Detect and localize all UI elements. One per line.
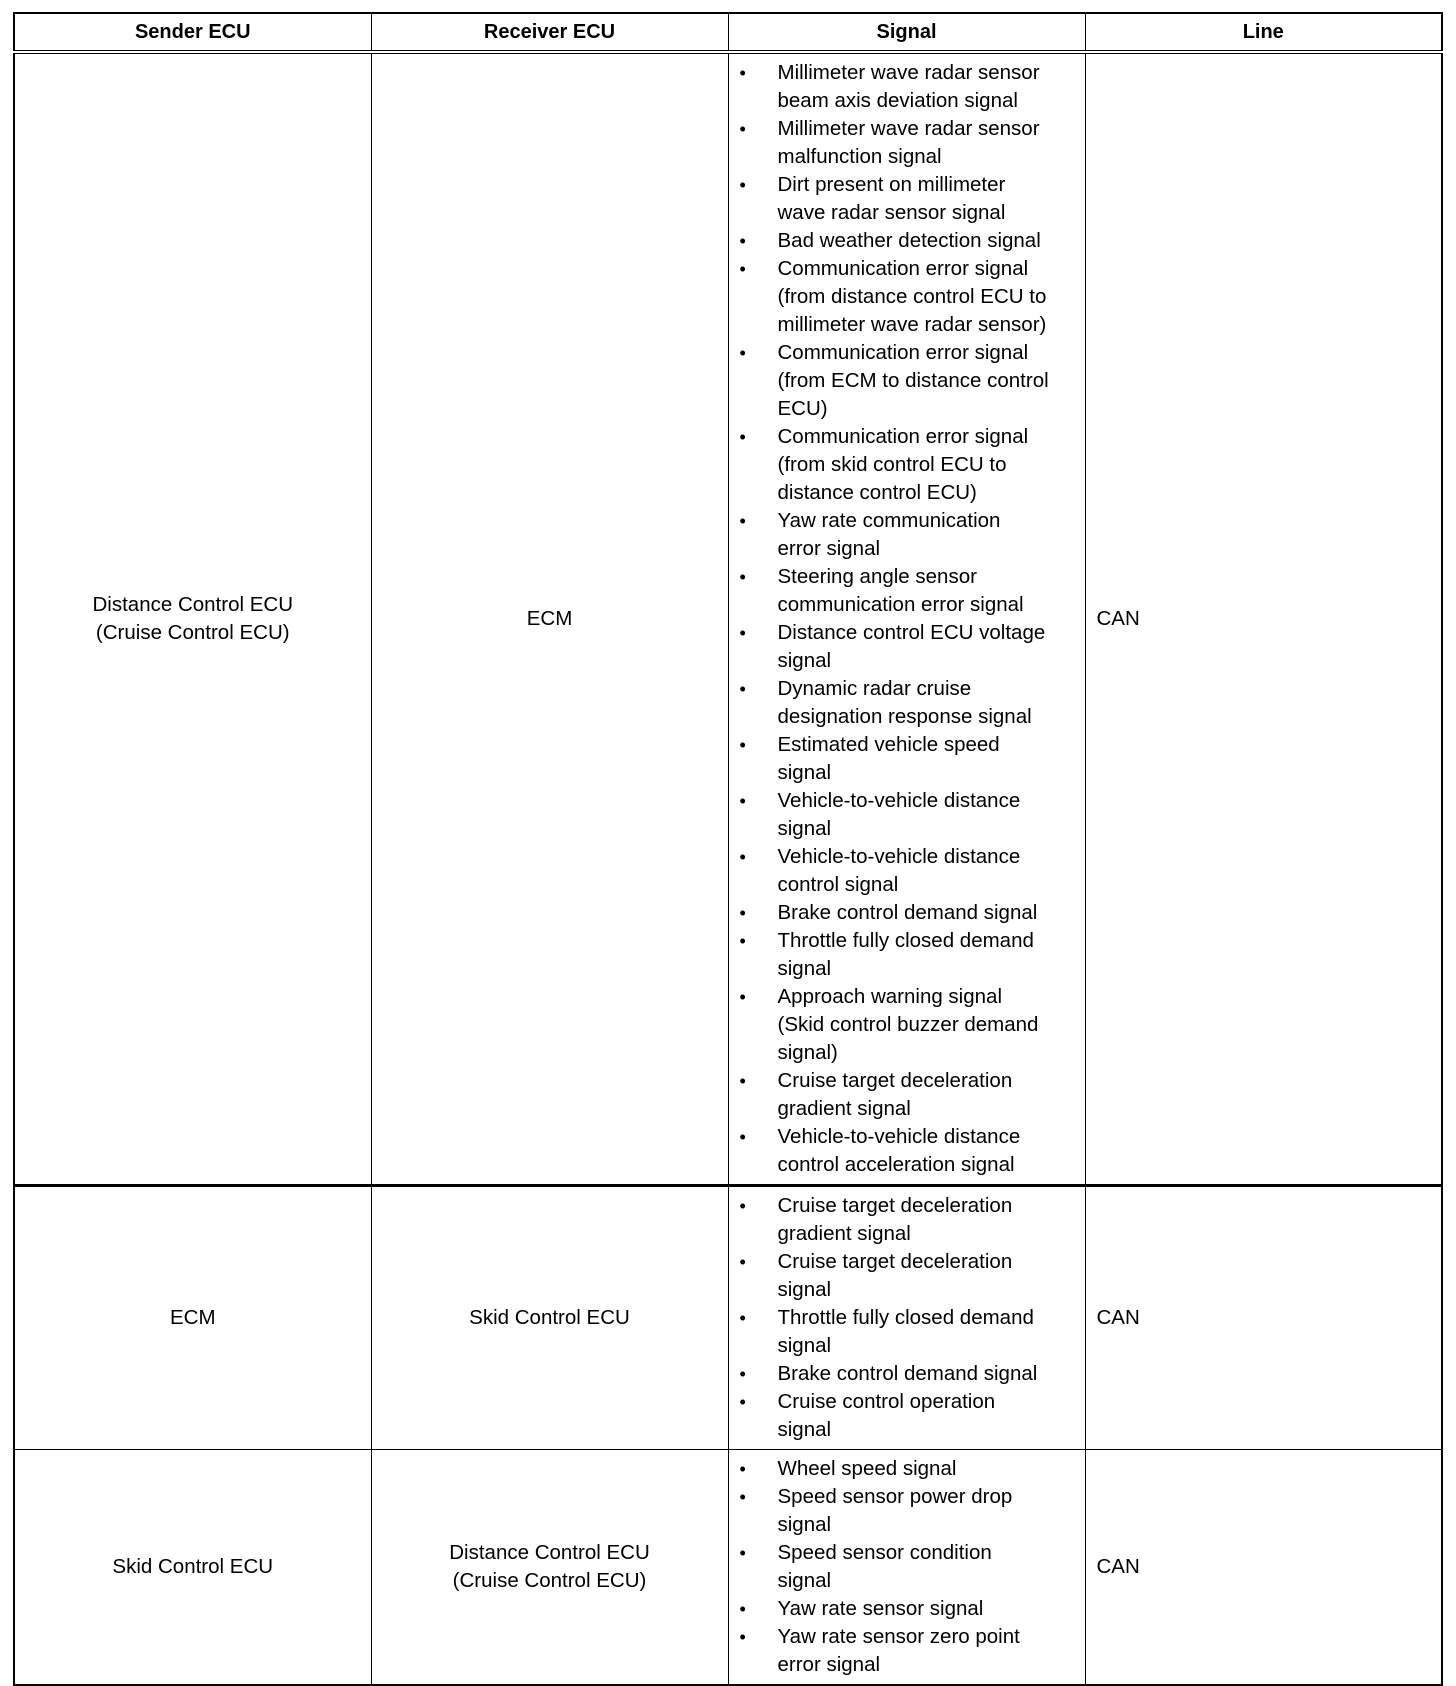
signal-list bbox=[739, 1192, 1077, 1444]
signal-item bbox=[739, 59, 1077, 115]
signal-text-line: Yaw rate sensor zero point bbox=[777, 1625, 1020, 1648]
bullet-icon: • bbox=[739, 1543, 746, 1563]
signal-text-line: Vehicle-to-vehicle distance bbox=[777, 1125, 1021, 1148]
signal-item bbox=[739, 1539, 1077, 1595]
signal-text-line: ECU) bbox=[777, 397, 828, 420]
signal-text-line: Communication error signal bbox=[777, 425, 1029, 448]
signal-text bbox=[778, 1595, 1077, 1623]
signal-item bbox=[739, 423, 1077, 507]
signal-text-line: Vehicle-to-vehicle distance bbox=[777, 845, 1021, 868]
signal-item bbox=[739, 171, 1077, 227]
signal-item bbox=[739, 1304, 1077, 1360]
bullet-icon: • bbox=[739, 1252, 746, 1272]
sender-ecu-cell-text: ECM bbox=[169, 1306, 216, 1329]
receiver-ecu-cell-text: ECM bbox=[526, 607, 573, 630]
signal-item bbox=[739, 899, 1077, 927]
signal-text bbox=[778, 1388, 1077, 1444]
signal-text bbox=[778, 563, 1077, 619]
signal-text-line: wave radar sensor signal bbox=[777, 201, 1006, 224]
bullet-icon: • bbox=[739, 1071, 746, 1091]
signal-item bbox=[739, 507, 1077, 563]
signal-item bbox=[739, 843, 1077, 899]
receiver-ecu-cell-text: (Cruise Control ECU) bbox=[452, 1569, 647, 1592]
table-row bbox=[14, 52, 1442, 1186]
ecu-communication-table bbox=[13, 12, 1443, 1686]
signal-item bbox=[739, 675, 1077, 731]
signal-item bbox=[739, 787, 1077, 843]
signal-text bbox=[778, 1483, 1077, 1539]
bullet-icon: • bbox=[739, 791, 746, 811]
signal-item bbox=[739, 227, 1077, 255]
signal-text-line: Communication error signal bbox=[777, 257, 1029, 280]
bullet-icon: • bbox=[739, 1627, 746, 1647]
signal-text bbox=[778, 59, 1077, 115]
header-line: Line bbox=[1085, 13, 1442, 52]
signal-text bbox=[778, 507, 1077, 563]
signal-text-line: Speed sensor power drop bbox=[777, 1485, 1013, 1508]
signal-list bbox=[739, 59, 1077, 1179]
signal-text bbox=[778, 983, 1077, 1067]
signal-text bbox=[778, 1248, 1077, 1304]
signal-item bbox=[739, 1595, 1077, 1623]
signal-text-line: signal bbox=[777, 957, 832, 980]
signal-text-line: Approach warning signal bbox=[777, 985, 1002, 1008]
signal-text-line: (from ECM to distance control bbox=[777, 369, 1049, 392]
signal-text bbox=[778, 227, 1077, 255]
signal-text bbox=[778, 927, 1077, 983]
signal-item bbox=[739, 1192, 1077, 1248]
bullet-icon: • bbox=[739, 175, 746, 195]
bullet-icon: • bbox=[739, 623, 746, 643]
signal-text bbox=[778, 1192, 1077, 1248]
signal-item bbox=[739, 983, 1077, 1067]
signal-text bbox=[778, 115, 1077, 171]
receiver-ecu-cell-text: Skid Control ECU bbox=[469, 1306, 630, 1329]
signal-text-line: communication error signal bbox=[777, 593, 1024, 616]
signal-text-line: Cruise control operation bbox=[777, 1390, 996, 1413]
signal-text-line: beam axis deviation signal bbox=[777, 89, 1018, 112]
signal-text bbox=[778, 1539, 1077, 1595]
signal-text-line: Yaw rate sensor signal bbox=[777, 1597, 984, 1620]
receiver-ecu-cell bbox=[371, 1450, 728, 1686]
signal-text bbox=[778, 1360, 1077, 1388]
bullet-icon: • bbox=[739, 931, 746, 951]
bullet-icon: • bbox=[739, 1196, 746, 1216]
signal-text-line: Throttle fully closed demand bbox=[777, 929, 1034, 952]
signal-text bbox=[778, 787, 1077, 843]
signal-text-line: signal bbox=[777, 1278, 832, 1301]
signal-item bbox=[739, 1623, 1077, 1679]
bullet-icon: • bbox=[739, 1459, 746, 1479]
bullet-icon: • bbox=[739, 987, 746, 1007]
signal-cell bbox=[728, 52, 1085, 1186]
signal-item bbox=[739, 1455, 1077, 1483]
table-body bbox=[14, 52, 1442, 1685]
bullet-icon: • bbox=[739, 903, 746, 923]
bullet-icon: • bbox=[739, 1364, 746, 1384]
sender-ecu-cell-text: Skid Control ECU bbox=[112, 1555, 274, 1578]
bullet-icon: • bbox=[739, 343, 746, 363]
signal-text-line: Throttle fully closed demand bbox=[777, 1306, 1034, 1329]
signal-item bbox=[739, 1360, 1077, 1388]
signal-cell bbox=[728, 1186, 1085, 1450]
signal-text-line: signal) bbox=[777, 1041, 838, 1064]
signal-text-line: Speed sensor condition bbox=[777, 1541, 992, 1564]
bullet-icon: • bbox=[739, 511, 746, 531]
table-row bbox=[14, 1186, 1442, 1450]
signal-item bbox=[739, 1067, 1077, 1123]
signal-text-line: signal bbox=[777, 761, 832, 784]
signal-text-line: Estimated vehicle speed bbox=[777, 733, 1000, 756]
bullet-icon: • bbox=[739, 259, 746, 279]
sender-ecu-cell-text: Distance Control ECU bbox=[92, 593, 293, 616]
bullet-icon: • bbox=[739, 1487, 746, 1507]
signal-item bbox=[739, 115, 1077, 171]
header-sender-ecu: Sender ECU bbox=[14, 13, 371, 52]
signal-cell bbox=[728, 1450, 1085, 1686]
signal-text-line: Cruise target deceleration bbox=[777, 1194, 1013, 1217]
bullet-icon: • bbox=[739, 847, 746, 867]
signal-text bbox=[778, 1455, 1077, 1483]
signal-text-line: distance control ECU) bbox=[777, 481, 977, 504]
bullet-icon: • bbox=[739, 1599, 746, 1619]
signal-text-line: control acceleration signal bbox=[777, 1153, 1015, 1176]
signal-text-line: Yaw rate communication bbox=[777, 509, 1001, 532]
signal-text bbox=[778, 1123, 1077, 1179]
signal-text bbox=[778, 731, 1077, 787]
bullet-icon: • bbox=[739, 1308, 746, 1328]
header-signal: Signal bbox=[728, 13, 1085, 52]
bullet-icon: • bbox=[739, 567, 746, 587]
line-cell: CAN bbox=[1085, 1186, 1442, 1450]
signal-item bbox=[739, 1483, 1077, 1539]
sender-ecu-cell bbox=[14, 52, 371, 1186]
header-receiver-ecu: Receiver ECU bbox=[371, 13, 728, 52]
signal-text-line: Brake control demand signal bbox=[777, 1362, 1038, 1385]
signal-text bbox=[778, 899, 1077, 927]
signal-text-line: error signal bbox=[777, 1653, 881, 1676]
sender-ecu-cell bbox=[14, 1450, 371, 1686]
signal-text-line: Vehicle-to-vehicle distance bbox=[777, 789, 1021, 812]
signal-text-line: Millimeter wave radar sensor bbox=[777, 61, 1040, 84]
bullet-icon: • bbox=[739, 1392, 746, 1412]
bullet-icon: • bbox=[739, 119, 746, 139]
sender-ecu-cell bbox=[14, 1186, 371, 1450]
signal-text-line: Brake control demand signal bbox=[777, 901, 1038, 924]
receiver-ecu-cell bbox=[371, 1186, 728, 1450]
signal-text-line: Dirt present on millimeter bbox=[777, 173, 1006, 196]
signal-item bbox=[739, 731, 1077, 787]
signal-text-line: gradient signal bbox=[777, 1097, 911, 1120]
table-header-row bbox=[14, 13, 1442, 52]
signal-text-line: signal bbox=[777, 649, 832, 672]
table-row bbox=[14, 1450, 1442, 1686]
signal-text-line: Bad weather detection signal bbox=[777, 229, 1041, 252]
signal-text-line: signal bbox=[777, 817, 832, 840]
receiver-ecu-cell bbox=[371, 52, 728, 1186]
signal-text bbox=[778, 255, 1077, 339]
signal-text-line: Wheel speed signal bbox=[777, 1457, 957, 1480]
signal-item bbox=[739, 1123, 1077, 1179]
signal-text-line: signal bbox=[777, 1334, 832, 1357]
signal-text-line: signal bbox=[777, 1513, 832, 1536]
document-page bbox=[13, 12, 1441, 1686]
signal-text-line: Millimeter wave radar sensor bbox=[777, 117, 1040, 140]
line-cell: CAN bbox=[1085, 1450, 1442, 1686]
signal-item bbox=[739, 927, 1077, 983]
signal-text-line: control signal bbox=[777, 873, 899, 896]
signal-text-line: error signal bbox=[777, 537, 881, 560]
signal-text-line: signal bbox=[777, 1569, 832, 1592]
bullet-icon: • bbox=[739, 427, 746, 447]
signal-text-line: Steering angle sensor bbox=[777, 565, 977, 588]
bullet-icon: • bbox=[739, 1127, 746, 1147]
signal-text bbox=[778, 423, 1077, 507]
signal-text bbox=[778, 1623, 1077, 1679]
signal-text bbox=[778, 1304, 1077, 1360]
signal-item bbox=[739, 619, 1077, 675]
signal-item bbox=[739, 339, 1077, 423]
bullet-icon: • bbox=[739, 735, 746, 755]
signal-text bbox=[778, 1067, 1077, 1123]
bullet-icon: • bbox=[739, 231, 746, 251]
signal-item bbox=[739, 1388, 1077, 1444]
sender-ecu-cell-text: (Cruise Control ECU) bbox=[95, 621, 290, 644]
signal-text-line: signal bbox=[777, 1418, 832, 1441]
signal-text-line: (from skid control ECU to bbox=[777, 453, 1007, 476]
signal-text-line: Communication error signal bbox=[777, 341, 1029, 364]
signal-text-line: gradient signal bbox=[777, 1222, 911, 1245]
line-cell: CAN bbox=[1085, 52, 1442, 1186]
signal-list bbox=[739, 1455, 1077, 1679]
signal-text bbox=[778, 675, 1077, 731]
signal-item bbox=[739, 1248, 1077, 1304]
signal-text-line: malfunction signal bbox=[777, 145, 942, 168]
signal-text-line: (from distance control ECU to bbox=[777, 285, 1047, 308]
signal-text bbox=[778, 171, 1077, 227]
bullet-icon: • bbox=[739, 63, 746, 83]
signal-text-line: Cruise target deceleration bbox=[777, 1069, 1013, 1092]
signal-text-line: Distance control ECU voltage bbox=[777, 621, 1046, 644]
bullet-icon: • bbox=[739, 679, 746, 699]
receiver-ecu-cell-text: Distance Control ECU bbox=[449, 1541, 650, 1564]
signal-text-line: millimeter wave radar sensor) bbox=[777, 313, 1047, 336]
signal-text bbox=[778, 843, 1077, 899]
signal-text bbox=[778, 619, 1077, 675]
signal-item bbox=[739, 255, 1077, 339]
signal-text-line: Cruise target deceleration bbox=[777, 1250, 1013, 1273]
signal-text-line: Dynamic radar cruise bbox=[777, 677, 972, 700]
signal-text bbox=[778, 339, 1077, 423]
signal-item bbox=[739, 563, 1077, 619]
signal-text-line: (Skid control buzzer demand bbox=[777, 1013, 1039, 1036]
signal-text-line: designation response signal bbox=[777, 705, 1032, 728]
